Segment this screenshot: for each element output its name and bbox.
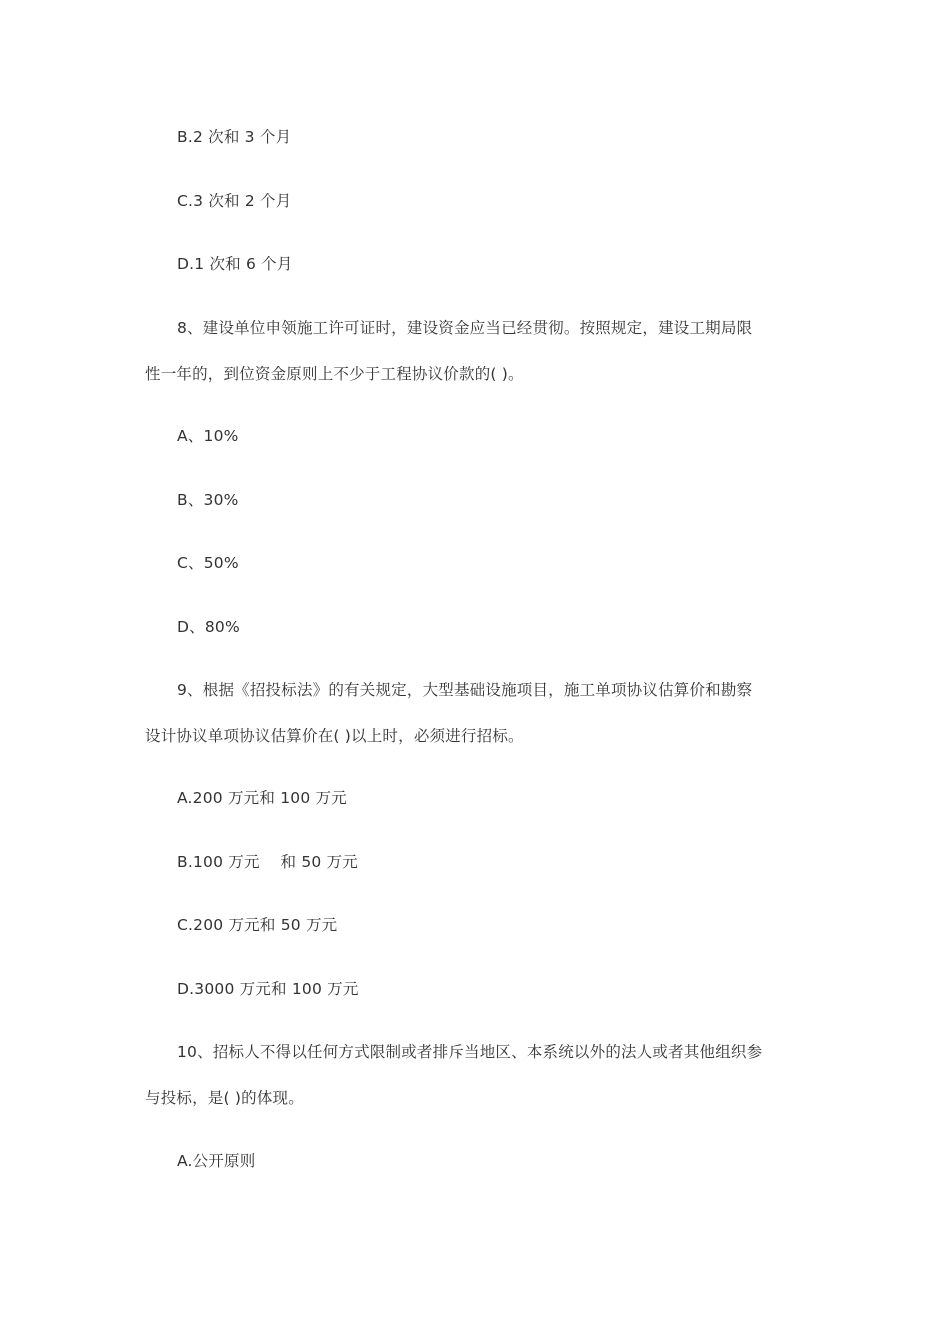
q8-option-a: A、10% bbox=[177, 427, 239, 445]
q10-option-a: A.公开原则 bbox=[177, 1152, 256, 1170]
q8-question-line-2: 性一年的，到位资金原则上不少于工程协议价款的( )。 bbox=[145, 365, 524, 383]
q7-option-b: B.2 次和 3 个月 bbox=[177, 128, 292, 146]
q8-option-d: D、80% bbox=[177, 618, 240, 636]
q7-option-c: C.3 次和 2 个月 bbox=[177, 192, 292, 210]
q8-option-c: C、50% bbox=[177, 554, 239, 572]
q10-question-line-1: 10、招标人不得以任何方式限制或者排斥当地区、本系统以外的法人或者其他组织参 bbox=[177, 1043, 763, 1061]
q10-question-line-2: 与投标，是( )的体现。 bbox=[145, 1089, 304, 1107]
q9-question-line-1: 9、根据《招投标法》的有关规定，大型基础设施项目，施工单项协议估算价和勘察 bbox=[177, 681, 753, 699]
q9-option-b: B.100 万元 和 50 万元 bbox=[177, 853, 358, 871]
q9-option-c: C.200 万元和 50 万元 bbox=[177, 916, 338, 934]
q9-option-d: D.3000 万元和 100 万元 bbox=[177, 980, 359, 998]
q7-option-d: D.1 次和 6 个月 bbox=[177, 255, 293, 273]
q8-option-b: B、30% bbox=[177, 491, 239, 509]
q8-question-line-1: 8、建设单位申领施工许可证时，建设资金应当已经贯彻。按照规定，建设工期局限 bbox=[177, 319, 753, 337]
q9-question-line-2: 设计协议单项协议估算价在( )以上时，必须进行招标。 bbox=[145, 727, 524, 745]
q9-option-a: A.200 万元和 100 万元 bbox=[177, 789, 347, 807]
